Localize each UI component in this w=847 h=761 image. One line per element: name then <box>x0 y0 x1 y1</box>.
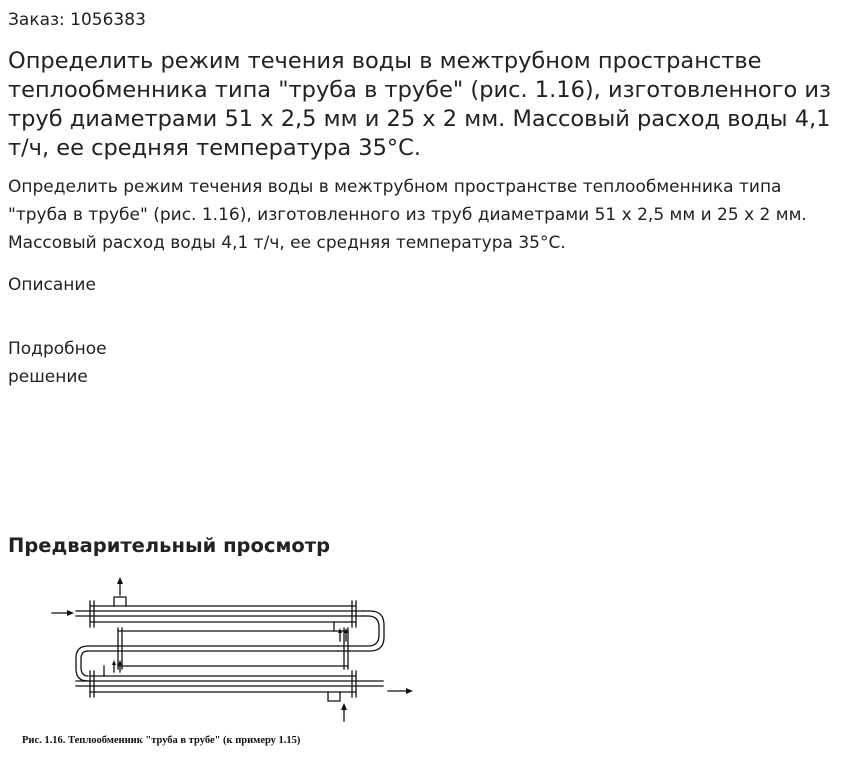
lower-outer-tube <box>90 676 356 692</box>
solution-label: Подробное решение <box>8 339 107 387</box>
task-description: Определить режим течения воды в межтрубном пространстве теплообменника типа "труба в трубе" (рис. 1.16), изготовленного из труб диаметрами 51 х 2,5 мм и 25 х 2 мм. Массовый расход воды 4,1 т/ч, ее средняя температура 35°C. <box>8 177 807 253</box>
order-number: Заказ: 1056383 <box>8 10 146 30</box>
preview-heading: Предварительный просмотр <box>8 534 331 557</box>
upper-inner-tube <box>76 611 363 616</box>
middle-return-pipe <box>88 631 348 666</box>
upper-outer-tube <box>90 606 356 622</box>
lower-inner-tube <box>76 681 383 686</box>
description-label: Описание <box>8 275 96 295</box>
figure-caption: Рис. 1.16. Теплообменник "труба в трубе" (к примеру 1.15) <box>22 735 301 746</box>
preview-image <box>18 573 418 753</box>
task-title: Определить режим течения воды в межтрубном пространстве теплообменника типа "труба в трубе" (рис. 1.16), изготовленного из труб диаметрами 51 х 2,5 мм и 25 х 2 мм. Массовый расход воды 4,1 т/ч, ее средняя температура 35°C. <box>8 48 832 161</box>
flow-arrows <box>52 577 413 721</box>
heat-exchanger-diagram <box>18 573 418 753</box>
